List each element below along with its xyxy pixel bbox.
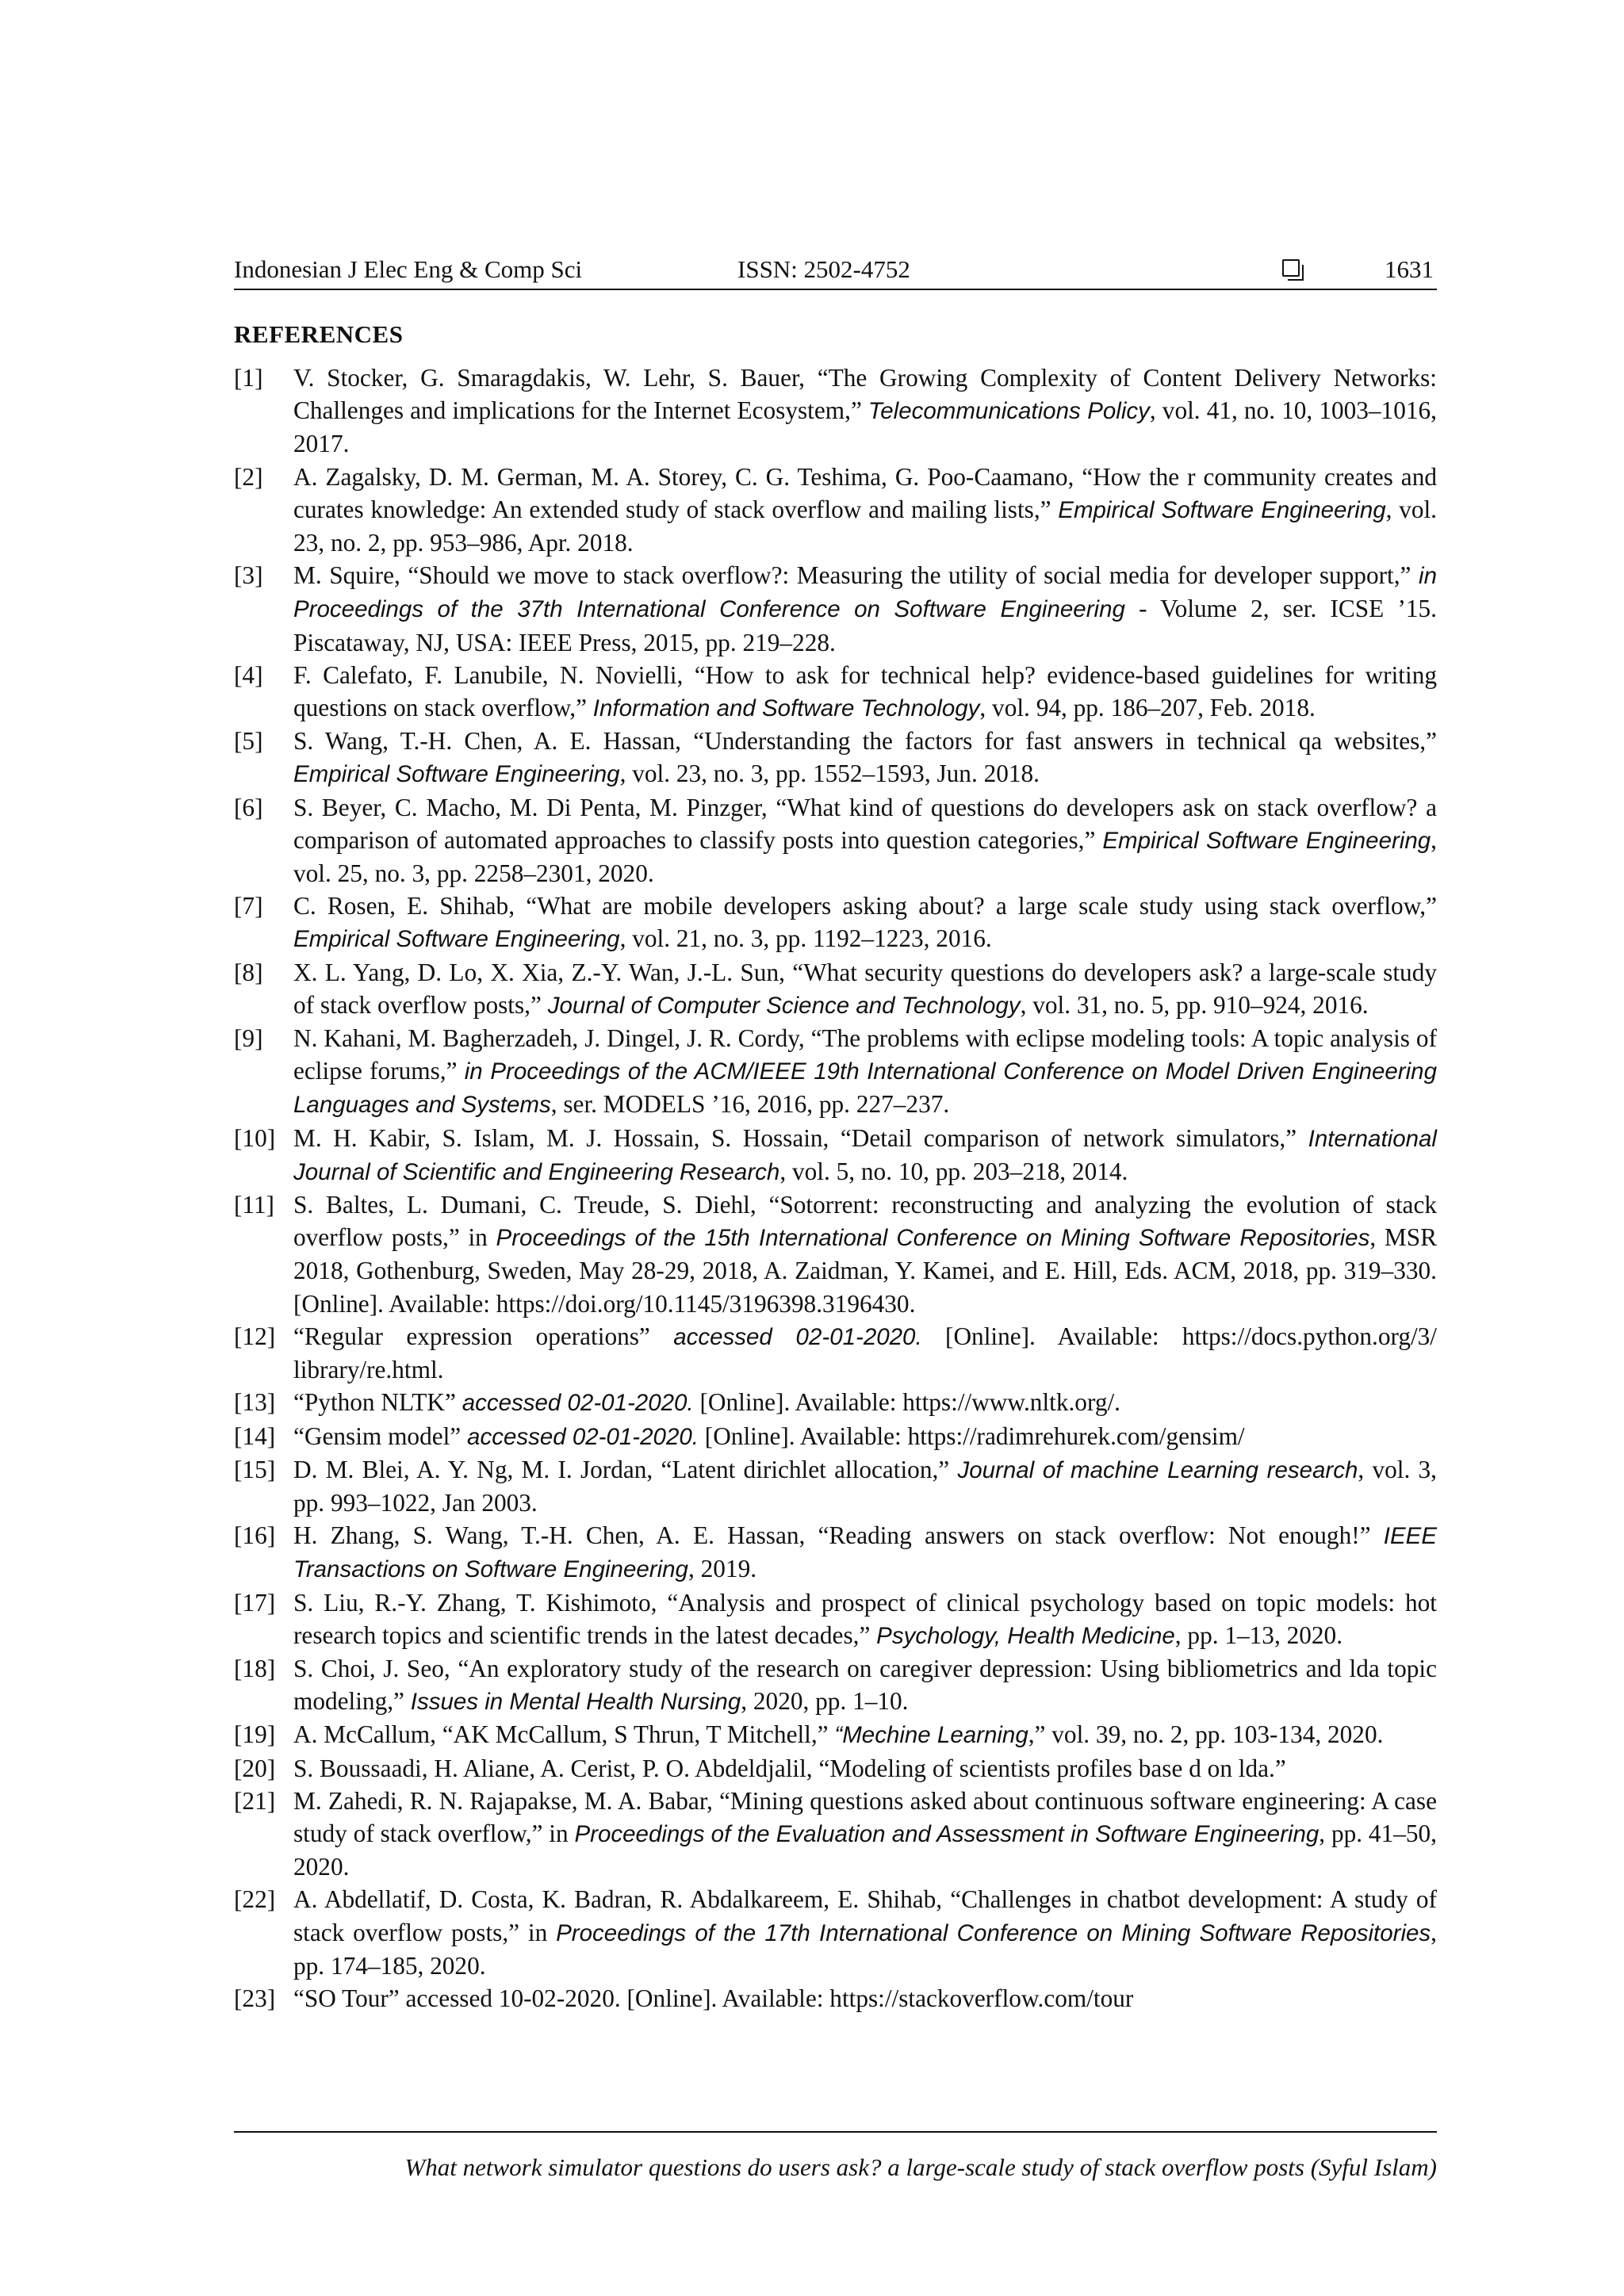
reference-text: “Regular expression operations” — [293, 1322, 674, 1350]
reference-venue: Proceedings of the Evaluation and Assessment in Software Engineering — [574, 1820, 1320, 1847]
reference-number: [2] — [234, 462, 263, 491]
reference-number: [15] — [234, 1455, 276, 1483]
reference-venue: Information and Software Technology — [592, 695, 980, 722]
reference-list — [234, 362, 1437, 2015]
reference-number: [4] — [234, 660, 263, 689]
issn: ISSN: 2502-4752 — [737, 255, 910, 283]
reference-text: , pp. 174–185, 2020. — [293, 1918, 1437, 1980]
reference-venue: IEEE Transactions on Software Engineering — [293, 1523, 1437, 1583]
reference-text: , vol. 5, no. 10, pp. 203–218, 2014. — [779, 1157, 1128, 1185]
reference-text: , vol. 21, no. 3, pp. 1192–1223, 2016. — [619, 924, 992, 953]
reference-number: [3] — [234, 561, 263, 590]
reference-item — [234, 890, 1437, 955]
reference-venue: Empirical Software Engineering — [1058, 496, 1386, 523]
reference-text: [Online]. Available: https://radimrehurek.com/gensim/ — [698, 1422, 1245, 1450]
reference-text: , vol. 23, no. 2, pp. 953–986, Apr. 2018. — [293, 495, 1438, 557]
reference-text: S. Boussaadi, H. Aliane, A. Cerist, P. O. Abdeldjalil, “Modeling of scientists profiles base d on lda.” — [293, 1754, 1286, 1782]
running-header — [234, 252, 1437, 290]
reference-text: , vol. 25, no. 3, pp. 2258–2301, 2020. — [293, 825, 1437, 888]
reference-text: A. Abdellatif, D. Costa, K. Badran, R. Abdalkareem, E. Shihab, “Challenges in chatbot development: A study of stack overflow posts,” in — [293, 1885, 1437, 1946]
reference-text: , 2020, pp. 1–10. — [741, 1687, 909, 1716]
reference-text: A. Zagalsky, D. M. German, M. A. Storey, C. G. Teshima, G. Poo-Caamano, “How the r community creates and curates knowledge: An extended study of stack overflow and mailing lists,” — [293, 462, 1437, 523]
reference-text: A. McCallum, “AK McCallum, S Thrun, T Mitchell,” — [293, 1720, 835, 1749]
reference-item — [234, 1420, 1437, 1453]
reference-number: [12] — [234, 1322, 276, 1350]
reference-venue: in Proceedings of the 37th International Conference on Software Engineering — [293, 563, 1437, 623]
reference-number: [8] — [234, 958, 263, 986]
reference-number: [13] — [234, 1388, 276, 1417]
reference-text: , ser. MODELS ’16, 2016, pp. 227–237. — [550, 1090, 950, 1119]
reference-number: [7] — [234, 892, 263, 920]
reference-text: F. Calefato, F. Lanubile, N. Novielli, “How to ask for technical help? evidence-based guidelines for writing questions on stack overflow,” — [293, 660, 1437, 722]
reference-number: [9] — [234, 1024, 263, 1053]
reference-venue: Psychology, Health Medicine — [876, 1622, 1175, 1649]
reference-venue: in Proceedings of the ACM/IEEE 19th International Conference on Model Driven Engineering Languages and Systems — [293, 1058, 1437, 1119]
paper-page — [234, 0, 1437, 2296]
reference-item — [234, 559, 1437, 659]
reference-venue: Empirical Software Engineering — [293, 926, 620, 953]
reference-item — [234, 1022, 1437, 1122]
reference-item — [234, 1785, 1437, 1884]
reference-number: [1] — [234, 364, 263, 392]
reference-number: [17] — [234, 1588, 276, 1617]
reference-text: - Volume 2, ser. ICSE ’15. Piscataway, NJ, USA: IEEE Press, 2015, pp. 219–228. — [293, 595, 1437, 656]
reference-text: S. Liu, R.-Y. Zhang, T. Kishimoto, “Analysis and prospect of clinical psychology based on topic models: hot research topics and scientific trends in the latest decades,” — [293, 1588, 1437, 1649]
reference-text: , vol. 3, pp. 993–1022, Jan 2003. — [293, 1455, 1438, 1517]
reference-number: [6] — [234, 793, 263, 821]
reference-item — [234, 1188, 1437, 1320]
running-footer: What network simulator questions do users ask? a large-scale study of stack overflow posts (Syful Islam) — [404, 2153, 1437, 2181]
reference-venue: accessed 02-01-2020. — [467, 1423, 699, 1450]
header-rule — [234, 289, 1437, 290]
square-icon — [1282, 259, 1300, 277]
reference-number: [10] — [234, 1123, 276, 1152]
reference-text: , vol. 94, pp. 186–207, Feb. 2018. — [979, 694, 1316, 722]
reference-venue: Empirical Software Engineering — [293, 761, 620, 788]
reference-item — [234, 1982, 1437, 2015]
page-number: 1631 — [1385, 255, 1434, 283]
reference-text: S. Baltes, L. Dumani, C. Treude, S. Diehl, “Sotorrent: reconstructing and analyzing the evolution of stack overflow posts,” in — [293, 1191, 1437, 1252]
reference-venue: accessed 02-01-2020. — [462, 1390, 694, 1417]
reference-text: S. Choi, J. Seo, “An exploratory study of the research on caregiver depression: Using bibliometrics and lda topic modeling,” — [293, 1654, 1437, 1716]
reference-venue: Empirical Software Engineering — [1102, 827, 1431, 854]
reference-venue: International Journal of Scientific and Engineering Research — [293, 1125, 1437, 1185]
reference-number: [23] — [234, 1984, 276, 2012]
reference-text: , vol. 41, no. 10, 1003–1016, 2017. — [293, 396, 1437, 458]
reference-venue: Proceedings of the 15th International Conference on Mining Software Repositories — [496, 1225, 1370, 1252]
reference-number: [21] — [234, 1786, 276, 1815]
reference-text: “Python NLTK” — [293, 1388, 462, 1417]
reference-item — [234, 1386, 1437, 1419]
reference-venue: Telecommunications Policy — [868, 398, 1150, 425]
reference-item — [234, 362, 1437, 461]
section-title: REFERENCES — [234, 320, 404, 348]
reference-text: [Online]. Available: https://docs.python.org/3/ library/re.html. — [293, 1322, 1438, 1384]
reference-number: [20] — [234, 1754, 276, 1782]
reference-venue: Issues in Mental Health Nursing — [410, 1689, 741, 1716]
reference-item — [234, 1320, 1437, 1386]
journal-name: Indonesian J Elec Eng & Comp Sci — [234, 255, 583, 283]
reference-venue: Journal of machine Learning research — [957, 1456, 1358, 1483]
reference-item — [234, 1752, 1437, 1785]
reference-text: V. Stocker, G. Smaragdakis, W. Lehr, S. Bauer, “The Growing Complexity of Content Delivery Networks: Challenges and implications for the Internet Ecosystem,” — [293, 364, 1437, 425]
reference-number: [18] — [234, 1654, 276, 1682]
reference-item — [234, 1652, 1437, 1718]
reference-number: [11] — [234, 1191, 274, 1219]
reference-item — [234, 791, 1437, 890]
reference-text: , vol. 23, no. 3, pp. 1552–1593, Jun. 2018. — [619, 760, 1040, 788]
reference-number: [19] — [234, 1720, 276, 1749]
reference-text: [Online]. Available: https://www.nltk.org/. — [693, 1388, 1120, 1417]
reference-item — [234, 956, 1437, 1022]
reference-venue: accessed 02-01-2020. — [673, 1323, 922, 1350]
reference-text: “SO Tour” accessed 10-02-2020. [Online]. Available: https://stackoverflow.com/tour — [293, 1984, 1134, 2012]
reference-text: “Gensim model” — [293, 1422, 468, 1450]
footer-rule — [234, 2131, 1437, 2133]
reference-venue: Journal of Computer Science and Technology — [547, 992, 1021, 1019]
reference-item — [234, 1122, 1437, 1188]
reference-number: [16] — [234, 1521, 276, 1550]
reference-venue: Proceedings of the 17th International Conference on Mining Software Repositories — [556, 1919, 1431, 1946]
reference-text: , pp. 41–50, 2020. — [293, 1819, 1437, 1881]
reference-text: S. Beyer, C. Macho, M. Di Penta, M. Pinzger, “What kind of questions do developers ask on stack overflow? a comparison of automated approaches to classify posts into question categories,” — [293, 793, 1437, 854]
reference-item — [234, 1519, 1437, 1586]
reference-text: , MSR 2018, Gothenburg, Sweden, May 28-29, 2018, A. Zaidman, Y. Kamei, and E. Hill, Eds. ACM, 2018, pp. 319–330. [Online]. Available: https://doi.org/10.1145/3196398.3196430. — [293, 1223, 1437, 1318]
reference-item — [234, 1586, 1437, 1652]
reference-item — [234, 1718, 1437, 1751]
reference-text: ,” vol. 39, no. 2, pp. 103-134, 2020. — [1028, 1720, 1384, 1749]
reference-item — [234, 461, 1437, 560]
reference-text: , 2019. — [688, 1555, 757, 1583]
reference-text: N. Kahani, M. Bagherzadeh, J. Dingel, J. R. Cordy, “The problems with eclipse modeling tools: A topic analysis of eclipse forums,” — [293, 1024, 1437, 1085]
reference-text: S. Wang, T.-H. Chen, A. E. Hassan, “Understanding the factors for fast answers in technical qa websites,” — [293, 727, 1437, 756]
reference-text: M. Zahedi, R. N. Rajapakse, M. A. Babar, “Mining questions asked about continuous software engineering: A case study of stack overflow,” in — [293, 1786, 1437, 1847]
reference-text: C. Rosen, E. Shihab, “What are mobile developers asking about? a large scale study using stack overflow,” — [293, 892, 1437, 920]
reference-item — [234, 1453, 1437, 1519]
reference-number: [22] — [234, 1885, 276, 1914]
reference-number: [5] — [234, 727, 263, 756]
reference-text: D. M. Blei, A. Y. Ng, M. I. Jordan, “Latent dirichlet allocation,” — [293, 1455, 958, 1483]
reference-text: , vol. 31, no. 5, pp. 910–924, 2016. — [1020, 990, 1369, 1019]
reference-text: X. L. Yang, D. Lo, X. Xia, Z.-Y. Wan, J.-L. Sun, “What security questions do developers ask? a large-scale study of stack overflow posts,” — [293, 958, 1437, 1019]
reference-text: M. H. Kabir, S. Islam, M. J. Hossain, S. Hossain, “Detail comparison of network simulators,” — [293, 1123, 1308, 1152]
reference-item — [234, 1883, 1437, 1982]
reference-venue: “Mechine Learning — [834, 1722, 1028, 1749]
reference-item — [234, 725, 1437, 790]
reference-text: M. Squire, “Should we move to stack overflow?: Measuring the utility of social media for developer support,” — [293, 561, 1419, 590]
reference-number: [14] — [234, 1422, 276, 1450]
reference-text: , pp. 1–13, 2020. — [1174, 1621, 1343, 1649]
reference-text: H. Zhang, S. Wang, T.-H. Chen, A. E. Hassan, “Reading answers on stack overflow: Not enough!” — [293, 1521, 1384, 1550]
reference-item — [234, 659, 1437, 725]
